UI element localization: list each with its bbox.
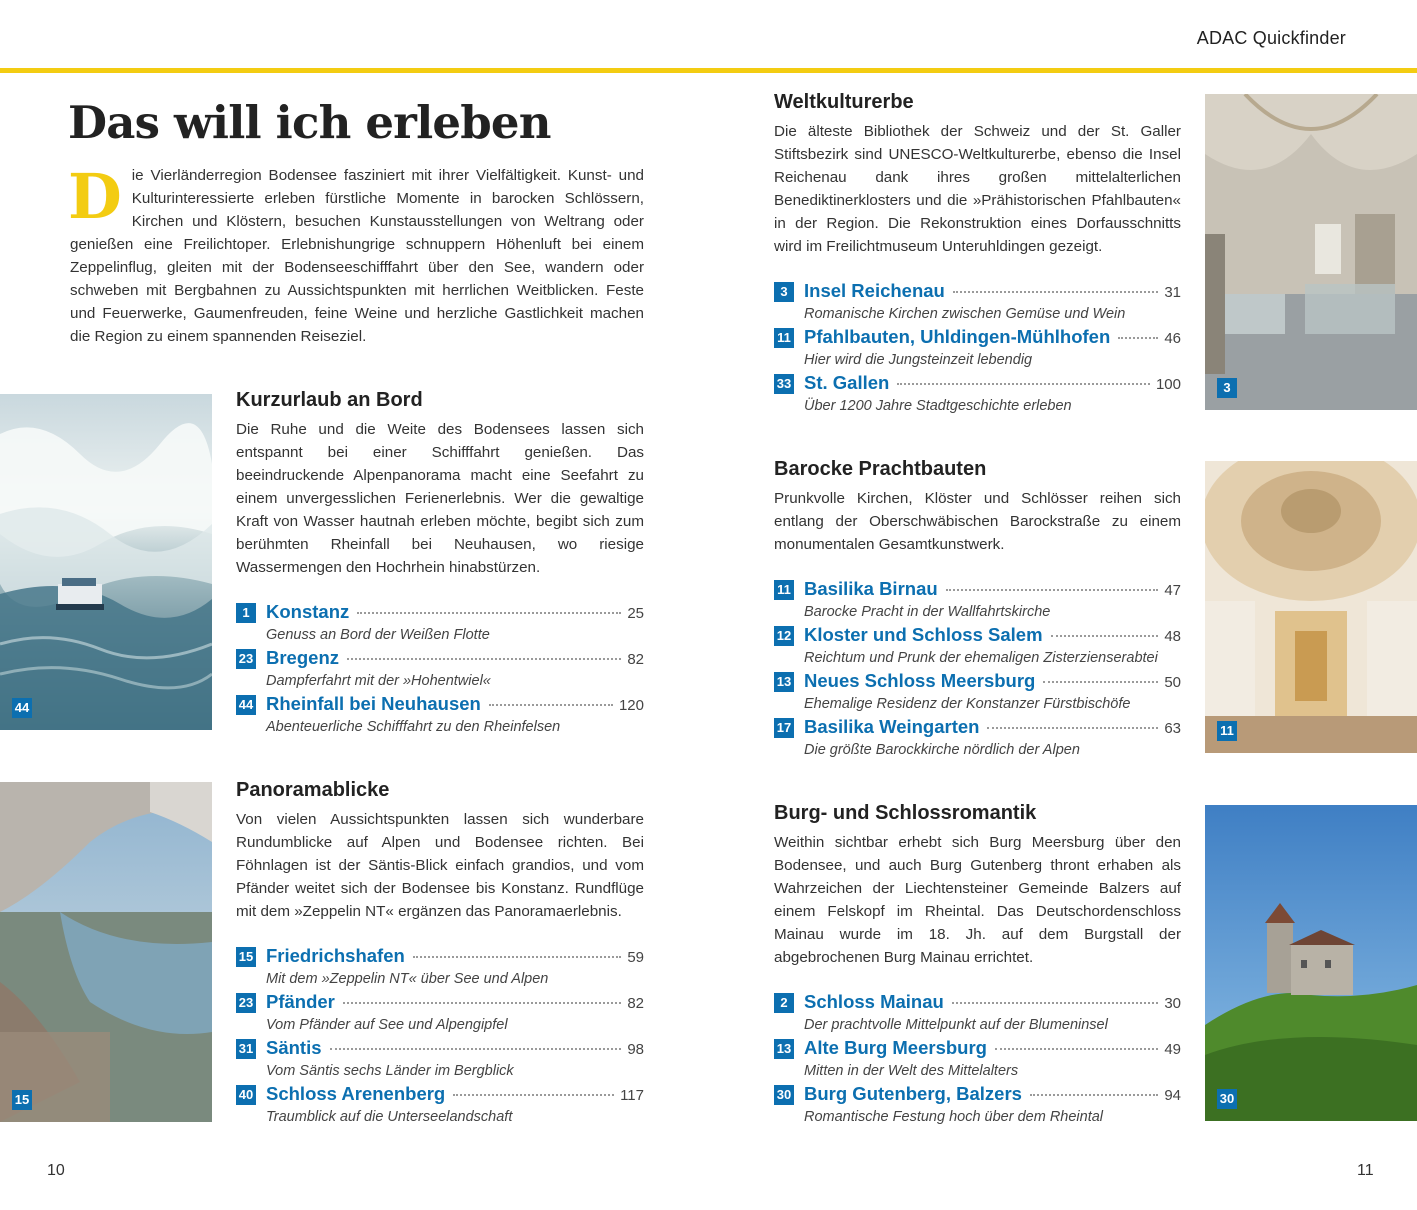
entry-number: 1 [236, 603, 256, 623]
waterfall-image [0, 394, 212, 730]
entry-subtitle: Vom Säntis sechs Länder im Bergblick [266, 1063, 514, 1079]
dot-leader [987, 727, 1158, 729]
entry-subtitle: Dampferfahrt mit der »Hohentwiel« [266, 673, 491, 689]
entry-item[interactable] [236, 601, 644, 647]
entry-item[interactable] [774, 991, 1181, 1037]
castle-image [1205, 805, 1417, 1121]
entry-list [236, 601, 644, 739]
page-title: Das will ich erleben [68, 96, 551, 149]
entry-name[interactable]: Pfänder [266, 991, 335, 1012]
entry-subtitle: Barocke Pracht in der Wallfahrtskirche [804, 604, 1051, 620]
entry-name[interactable]: Neues Schloss Meersburg [804, 670, 1036, 691]
page-number-left: 10 [47, 1162, 65, 1179]
entry-item[interactable] [774, 1037, 1181, 1083]
entry-name[interactable]: Alte Burg Meersburg [804, 1037, 987, 1058]
section-text: Die älteste Bibliothek der Schweiz und der St. Galler Stiftsbezirk sind UNESCO-Weltkulturerbe, ebenso die Insel Reichenau dank ihres großen mittelalterlichen Benediktinerklosters und die »Prähistorischen Pfahlbauten« in der Region. Die Rekonstruktion eines Dorfausschnitts wird im Freilichtmuseum Unteruhldingen gezeigt. [774, 123, 1181, 255]
entry-item[interactable] [236, 945, 644, 991]
entry-item[interactable] [774, 1083, 1181, 1129]
section-kurzurlaub [236, 389, 644, 739]
entry-subtitle: Traumblick auf die Unterseelandschaft [266, 1109, 513, 1125]
section-title: Panoramablicke [236, 779, 390, 801]
entry-list [236, 945, 644, 1129]
entry-number: 30 [774, 1085, 794, 1105]
entry-number: 13 [774, 1039, 794, 1059]
entry-list [774, 578, 1181, 762]
entry-subtitle: Genuss an Bord der Weißen Flotte [266, 627, 490, 643]
section-text: Prunkvolle Kirchen, Klöster und Schlösser reihen sich entlang der Oberschwäbischen Barockstraße zu einem monumentalen Gesamtkunstwerk. [774, 490, 1181, 553]
page-ref: 49 [1164, 1041, 1181, 1058]
page-ref: 25 [627, 605, 644, 622]
page-ref: 48 [1164, 628, 1181, 645]
entry-subtitle: Hier wird die Jungsteinzeit lebendig [804, 352, 1033, 368]
entry-name[interactable]: Schloss Mainau [804, 991, 944, 1012]
entry-number: 11 [774, 328, 794, 348]
entry-number: 23 [236, 993, 256, 1013]
page-number-right: 11 [1357, 1162, 1374, 1179]
header-label: ADAC Quickfinder [1196, 28, 1346, 48]
entry-item[interactable] [774, 372, 1181, 418]
entry-subtitle: Ehemalige Residenz der Konstanzer Fürstbischöfe [804, 696, 1131, 712]
dot-leader [1118, 337, 1158, 339]
page-ref: 120 [618, 697, 644, 714]
entry-name[interactable]: Rheinfall bei Neuhausen [266, 693, 481, 714]
drop-cap: D [68, 160, 122, 233]
photo-badge: 44 [12, 698, 32, 718]
page-ref: 117 [620, 1087, 644, 1104]
entry-subtitle: Die größte Barockkirche nördlich der Alpen [804, 742, 1080, 758]
entry-item[interactable] [774, 716, 1181, 762]
dot-leader [953, 291, 1158, 293]
entry-list [774, 280, 1181, 418]
page-ref: 31 [1164, 284, 1181, 301]
dot-leader [946, 589, 1159, 591]
page-ref: 63 [1164, 720, 1181, 737]
page-ref: 30 [1164, 995, 1181, 1012]
entry-item[interactable] [774, 624, 1181, 670]
dot-leader [357, 612, 621, 614]
entry-number: 13 [774, 672, 794, 692]
entry-subtitle: Romantische Festung hoch über dem Rheintal [804, 1109, 1104, 1125]
section-title: Burg- und Schlossromantik [774, 802, 1037, 824]
entry-subtitle: Der prachtvolle Mittelpunkt auf der Blumeninsel [804, 1017, 1108, 1033]
entry-number: 33 [774, 374, 794, 394]
church-interior-image [1205, 94, 1417, 410]
photo-badge: 3 [1217, 378, 1237, 398]
entry-name[interactable]: Insel Reichenau [804, 280, 945, 301]
section-title: Weltkulturerbe [774, 91, 914, 113]
dot-leader [1043, 681, 1158, 683]
section-panorama [236, 779, 644, 1129]
photo-badge: 11 [1217, 721, 1237, 741]
dot-leader [897, 383, 1150, 385]
entry-item[interactable] [774, 578, 1181, 624]
entry-number: 3 [774, 282, 794, 302]
dot-leader [343, 1002, 621, 1004]
photo-castle [1205, 805, 1417, 1121]
entry-list [774, 991, 1181, 1129]
entry-item[interactable] [774, 326, 1181, 372]
entry-number: 17 [774, 718, 794, 738]
page-ref: 82 [627, 651, 644, 668]
section-title: Barocke Prachtbauten [774, 458, 987, 480]
entry-subtitle: Über 1200 Jahre Stadtgeschichte erleben [804, 398, 1072, 414]
entry-name[interactable]: Burg Gutenberg, Balzers [804, 1083, 1022, 1104]
aerial-image [0, 782, 212, 1122]
entry-name[interactable]: Kloster und Schloss Salem [804, 624, 1043, 645]
entry-name[interactable]: Pfahlbauten, Uhldingen-Mühlhofen [804, 326, 1111, 347]
page-ref: 98 [627, 1041, 644, 1058]
entry-name[interactable]: Schloss Arenenberg [266, 1083, 446, 1104]
entry-name[interactable]: Konstanz [266, 601, 350, 622]
entry-subtitle: Mit dem »Zeppelin NT« über See und Alpen [266, 971, 549, 987]
entry-subtitle: Romanische Kirchen zwischen Gemüse und Wein [804, 306, 1126, 322]
entry-item[interactable] [236, 1083, 644, 1129]
photo-badge: 30 [1217, 1089, 1237, 1109]
entry-number: 11 [774, 580, 794, 600]
dot-leader [330, 1048, 622, 1050]
dot-leader [347, 658, 621, 660]
entry-name[interactable]: Basilika Birnau [804, 578, 938, 599]
entry-number: 31 [236, 1039, 256, 1059]
entry-name[interactable]: Basilika Weingarten [804, 716, 980, 737]
page-ref: 50 [1164, 674, 1181, 691]
dot-leader [952, 1002, 1158, 1004]
photo-zeppelin [0, 782, 212, 1122]
page-ref: 82 [627, 995, 644, 1012]
section-burg [774, 802, 1181, 1129]
dot-leader [1030, 1094, 1158, 1096]
page-ref: 59 [627, 949, 644, 966]
entry-number: 40 [236, 1085, 256, 1105]
page-ref: 100 [1155, 376, 1181, 393]
page-ref: 47 [1164, 582, 1181, 599]
section-text: Von vielen Aussichtspunkten lassen sich wunderbare Rundumblicke auf Alpen und Bodensee richten. Bei Föhnlagen ist der Säntis-Blick einfach grandios, und vom Pfänder weitet sich der Bodensee bis Konstanz. Rundflüge mit dem »Zeppelin NT« ergänzen das Panoramaerlebnis. [236, 811, 644, 920]
entry-number: 12 [774, 626, 794, 646]
section-barock [774, 458, 1181, 762]
dot-leader [1051, 635, 1159, 637]
entry-item[interactable] [236, 693, 644, 739]
yellow-divider [0, 68, 1417, 73]
entry-item[interactable] [774, 280, 1181, 326]
photo-barock [1205, 461, 1417, 753]
intro-paragraph [68, 160, 644, 348]
section-text: Die Ruhe und die Weite des Bodensees lassen sich entspannt bei einer Schifffahrt genießen. Das beeindruckende Alpenpanorama macht eine Seefahrt zu einem unvergesslichen Ferienerlebnis. Wer die gewaltige Kraft von Wasser hautnah erleben möchte, begibt sich zum berühmten Rheinfall bei Neuhausen, wo riesige Wassermengen den Hochrhein hinabstürzen. [236, 421, 644, 576]
section-title: Kurzurlaub an Bord [236, 389, 423, 411]
entry-number: 2 [774, 993, 794, 1013]
entry-subtitle: Mitten in der Welt des Mittelalters [804, 1063, 1019, 1079]
page-ref: 46 [1164, 330, 1181, 347]
photo-reichenau [1205, 94, 1417, 410]
dot-leader [489, 704, 613, 706]
section-text: Weithin sichtbar erhebt sich Burg Meersburg über den Bodensee, und auch Burg Gutenberg thront erhaben als Wahrzeichen der Liechtensteiner Gemeinde Balzers auf einem Felskopf im Rheintal. Das Deutschordenschloss Mainau wurde im 18. Jh. auf dem Burgstall der abgebrochenen Burg Mainau errichtet. [774, 834, 1181, 966]
entry-number: 15 [236, 947, 256, 967]
entry-name[interactable]: Bregenz [266, 647, 339, 668]
baroque-interior-image [1205, 461, 1417, 753]
entry-name[interactable]: St. Gallen [804, 372, 890, 393]
entry-name[interactable]: Friedrichshafen [266, 945, 405, 966]
entry-item[interactable] [236, 991, 644, 1037]
dot-leader [453, 1094, 614, 1096]
entry-subtitle: Abenteuerliche Schifffahrt zu den Rheinfelsen [266, 719, 561, 735]
section-welterbe [774, 91, 1181, 418]
photo-badge: 15 [12, 1090, 32, 1110]
entry-number: 44 [236, 695, 256, 715]
entry-item[interactable] [236, 1037, 644, 1083]
intro-text: ie Vierländerregion Bodensee fasziniert mit ihrer Vielfältigkeit. Kunst- und Kulturinteressierte erleben fürstliche Momente in barocken Schlössern, Kirchen und Klöstern, besuchen Kunstausstellungen von Weltrang oder genießen eine Freilichtoper. Erlebnishungrige schnuppern Höhenluft bei einem Zeppelinflug, gleiten mit der Bodenseeschifffahrt über den See, wandern oder schweben mit Bergbahnen zu Aussichtspunkten mit herrlichen Weitblicken. Feste und Feuerwerke, Gaumenfreuden, feine Weine und herzliche Gastlichkeit machen die Region zu einem spannenden Reiseziel. [70, 167, 644, 345]
entry-item[interactable] [236, 647, 644, 693]
entry-subtitle: Vom Pfänder auf See und Alpengipfel [266, 1017, 508, 1033]
entry-name[interactable]: Säntis [266, 1037, 322, 1058]
dot-leader [995, 1048, 1158, 1050]
entry-item[interactable] [774, 670, 1181, 716]
entry-subtitle: Reichtum und Prunk der ehemaligen Zisterzienserabtei [804, 650, 1158, 666]
photo-rheinfall [0, 394, 212, 730]
dot-leader [413, 956, 622, 958]
entry-number: 23 [236, 649, 256, 669]
page-ref: 94 [1164, 1087, 1181, 1104]
